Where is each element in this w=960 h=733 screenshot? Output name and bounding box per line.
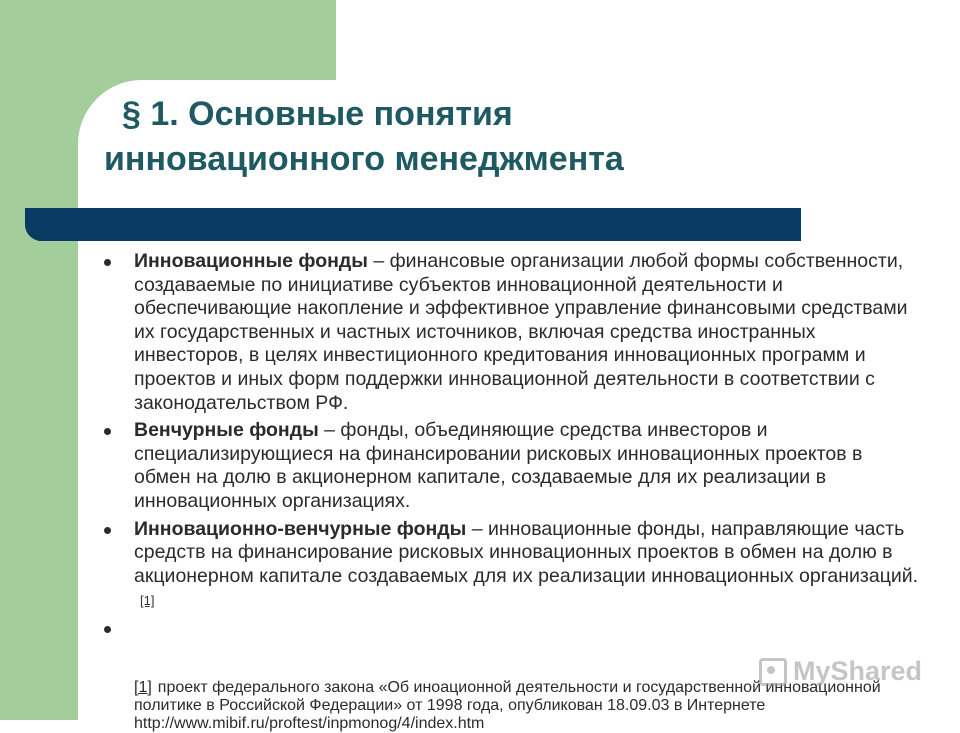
title-line-2: инновационного менеджмента <box>104 140 624 178</box>
footnote-link[interactable]: [1] <box>140 593 155 609</box>
footnote <box>134 679 934 733</box>
list-item-innovation-venture-funds <box>104 518 924 613</box>
footnote-ref-link[interactable]: [1] <box>134 679 152 696</box>
title-divider-bar <box>25 208 801 241</box>
bullet-icon <box>104 527 111 534</box>
term: Венчурные фонды <box>134 419 319 442</box>
title-line-1: § 1. Основные понятия <box>122 95 513 133</box>
list-item-innovation-funds <box>104 250 924 415</box>
watermark <box>759 656 922 687</box>
definitions-list <box>104 250 924 641</box>
watermark-text: MyShared <box>792 656 922 686</box>
definition: – финансовые организации любой формы собственности, создаваемые по инициативе субъектов инновационной деятельности и обеспечивающие накопление и эффективное управление финансовыми средствами их государственных и частных источников, включая средства иностранных инвесторов, в целях инвестиционного кредитования инновационных программ и проектов и иных форм поддержки инновационной деятельности в соответствии с законодательством РФ. <box>134 250 908 414</box>
definition: – фонды, объединяющие средства инвесторов и специализирующиеся на финансировании рисковых инновационных проектов в обмен на долю в акционерном капитале, создаваемые для их реализации в инновационных организациях. <box>134 419 863 512</box>
definition: – инновационные фонды, направляющие часть средств на финансирование рисковых инновационных проектов в обмен на долю в акционерном капитале создаваемых для их реализации инновационных организаций. <box>134 517 919 587</box>
page-title <box>104 92 864 182</box>
list-item-venture-funds <box>104 419 924 513</box>
list-item-empty <box>104 617 924 637</box>
bullet-icon <box>104 259 111 266</box>
bullet-icon <box>104 428 111 435</box>
footnote-text: проект федерального закона «Об иноационной деятельности и государственной инновационной политике в Российской Федерации» от 1998 года, опубликован 18.09.03 в Интернете http://www.mibif.ru/proftest/inpmonog/4/index.htm <box>134 679 881 732</box>
myshared-logo-icon <box>759 658 787 686</box>
bullet-icon <box>104 626 111 633</box>
term: Инновационно-венчурные фонды <box>134 517 467 540</box>
term: Инновационные фонды <box>134 250 368 272</box>
